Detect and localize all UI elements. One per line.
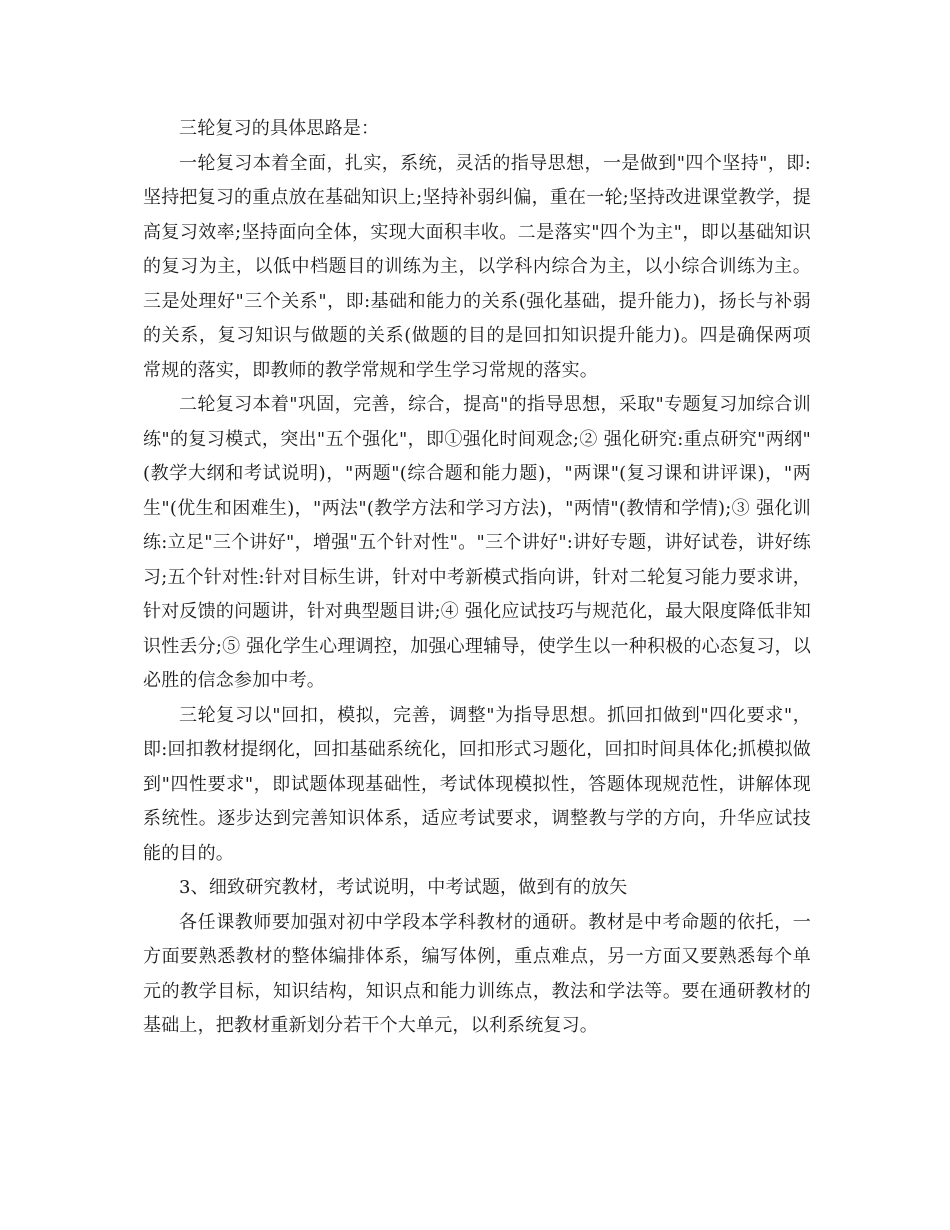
paragraph-textbook-study: 各任课教师要加强对初中学段本学科教材的通研。教材是中考命题的依托，一方面要熟悉教材的整体编排体系，编写体例，重点难点，另一方面又要熟悉每个单元的教学目标，知识结构，知识点和能力训练点，教法和学法等。要在通研教材的基础上，把教材重新划分若干个大单元，以利系统复习。 [143, 911, 811, 1036]
paragraph-first-round-review: 一轮复习本着全面，扎实，系统，灵活的指导思想，一是做到"四个坚持"，即:坚持把复习的重点放在基础知识上;坚持补弱纠偏，重在一轮;坚持改进课堂教学，提高复习效率;坚持面向全体，实现大面积丰收。二是落实"四个为主"，即以基础知识的复习为主，以低中档题目的训练为主，以学科内综合为主，以小综合训练为主。三是处理好"三个关系"，即:基础和能力的关系(强化基础，提升能力)，扬长与补弱的关系，复习知识与做题的关系(做题的目的是回扣知识提升能力)。四是确保两项常规的落实，即教师的教学常规和学生学习常规的落实。 [143, 152, 811, 381]
section-heading-study-materials: 3、细致研究教材，考试说明，中考试题，做到有的放矢 [179, 877, 628, 898]
paragraph-review-approach-intro: 三轮复习的具体思路是： [179, 118, 380, 139]
document-body [143, 112, 811, 1044]
paragraph-second-round-review: 二轮复习本着"巩固，完善，综合，提高"的指导思想，采取"专题复习加综合训练"的复习模式，突出"五个强化"，即①强化时间观念;② 强化研究:重点研究"两纲"(教学大纲和考试说明)，"两题"(综合题和能力题)，"两课"(复习课和讲评课)，"两生"(优生和困难生)，"两法"(教学方法和学习方法)，"两情"(教情和学情);③ 强化训练:立足"三个讲好"，增强"五个针对性"。"三个讲好":讲好专题，讲好试卷，讲好练习;五个针对性:针对目标生讲，针对中考新模式指向讲，针对二轮复习能力要求讲，针对反馈的问题讲，针对典型题目讲;④ 强化应试技巧与规范化，最大限度降低非知识性丢分;⑤ 强化学生心理调控，加强心理辅导，使学生以一种积极的心态复习，以必胜的信念参加中考。 [143, 394, 811, 691]
paragraph-third-round-review: 三轮复习以"回扣，模拟，完善，调整"为指导思想。抓回扣做到"四化要求"，即:回扣教材提纲化，回扣基础系统化，回扣形式习题化，回扣时间具体化;抓模拟做到"四性要求"，即试题体现基础性，考试体现模拟性，答题体现规范性，讲解体现系统性。逐步达到完善知识体系，适应考试要求，调整教与学的方向，升华应试技能的目的。 [143, 704, 811, 864]
